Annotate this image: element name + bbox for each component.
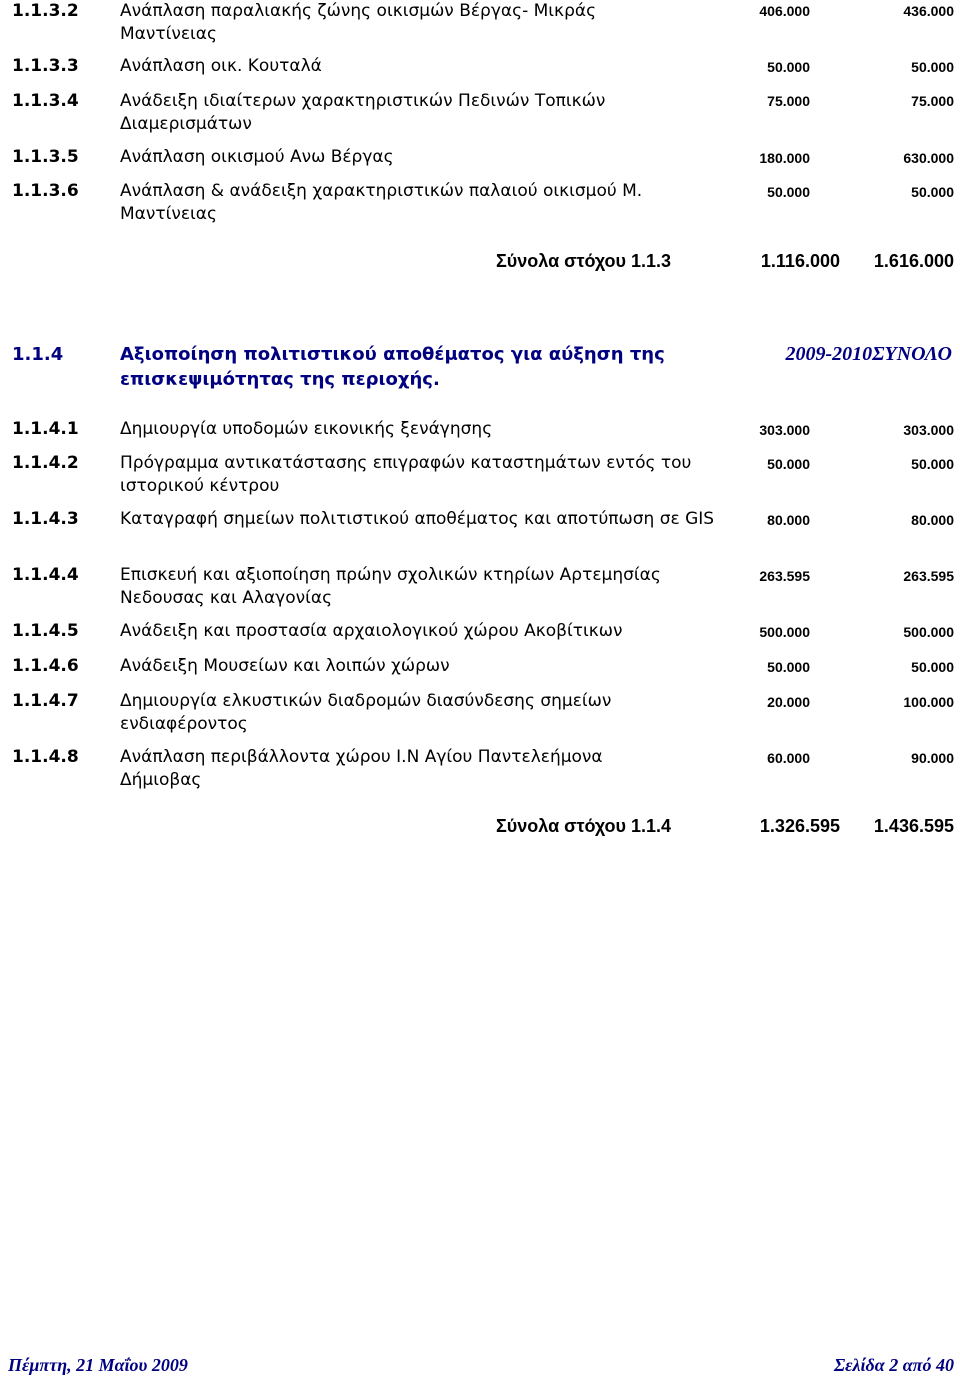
row-code: 1.1.3.4 <box>12 91 79 111</box>
row-code: 1.1.3.3 <box>12 56 79 76</box>
row-description: Ανάδειξη και προστασία αρχαιολογικού χώρου Ακοβίτικων <box>120 621 623 641</box>
row-value-1: 50.000 <box>767 59 810 75</box>
total-value-1: 1.116.000 <box>760 251 840 271</box>
row-value-2: 50.000 <box>911 184 954 200</box>
row-description: Ανάπλαση περιβάλλοντα χώρου Ι.Ν Αγίου Παντελεήμονα Δήμιοβας <box>120 747 603 790</box>
row-code: 1.1.3.5 <box>12 147 79 167</box>
row-description: Ανάπλαση & ανάδειξη χαρακτηριστικών παλαιού οικισμού Μ. Μαντίνειας <box>120 181 643 224</box>
row-value-2: 303.000 <box>903 422 954 438</box>
row-code: 1.1.4.1 <box>12 419 79 439</box>
row-value-1: 50.000 <box>767 659 810 675</box>
row-code: 1.1.4.6 <box>12 656 79 676</box>
row-value-2: 80.000 <box>911 512 954 528</box>
section-title: Αξιοποίηση πολιτιστικού αποθέματος για αύξηση της επισκεψιμότητας της περιοχής. <box>120 344 665 390</box>
total-label: Σύνολα στόχου 1.1.4 <box>496 816 672 836</box>
row-description: Καταγραφή σημείων πολιτιστικού αποθέματος και αποτύπωση σε GIS <box>120 509 715 529</box>
row-code: 1.1.4.4 <box>12 565 79 585</box>
row-code: 1.1.4.8 <box>12 747 79 767</box>
total-value-2: 1.616.000 <box>873 251 954 271</box>
row-value-2: 500.000 <box>903 624 954 640</box>
row-code: 1.1.4.3 <box>12 509 79 529</box>
row-value-2: 630.000 <box>903 150 954 166</box>
section-years-label: 2009-2010ΣΥΝΟΛΟ <box>785 343 952 365</box>
row-description: Ανάδειξη Μουσείων και λοιπών χώρων <box>120 656 450 676</box>
row-value-2: 50.000 <box>911 659 954 675</box>
row-description: Ανάπλαση οικ. Κουταλά <box>120 56 322 76</box>
row-code: 1.1.4.5 <box>12 621 79 641</box>
row-code: 1.1.3.6 <box>12 181 79 201</box>
row-value-1: 75.000 <box>767 93 810 109</box>
row-value-1: 20.000 <box>767 694 810 710</box>
row-description: Δημιουργία υποδομών εικονικής ξενάγησης <box>120 419 493 439</box>
row-description: Ανάπλαση οικισμού Ανω Βέργας <box>120 147 394 167</box>
row-value-1: 60.000 <box>767 750 810 766</box>
row-value-2: 263.595 <box>903 568 954 584</box>
section-code: 1.1.4 <box>12 344 64 365</box>
total-label: Σύνολα στόχου 1.1.3 <box>496 251 672 271</box>
row-description: Επισκευή και αξιοποίηση πρώην σχολικών κτηρίων Αρτεμησίας Νεδουσας και Αλαγονίας <box>120 565 661 608</box>
row-description: Ανάπλαση παραλιακής ζώνης οικισμών Βέργας- Μικράς Μαντίνειας <box>120 1 597 44</box>
row-value-1: 50.000 <box>767 456 810 472</box>
row-value-1: 80.000 <box>767 512 810 528</box>
row-value-1: 406.000 <box>759 3 810 19</box>
row-value-1: 180.000 <box>759 150 810 166</box>
row-value-2: 75.000 <box>911 93 954 109</box>
row-value-1: 263.595 <box>759 568 810 584</box>
row-code: 1.1.4.7 <box>12 691 79 711</box>
footer-page-number: Σελίδα 2 από 40 <box>834 1355 954 1375</box>
row-value-2: 436.000 <box>903 3 954 19</box>
row-value-2: 90.000 <box>911 750 954 766</box>
row-value-1: 50.000 <box>767 184 810 200</box>
row-code: 1.1.4.2 <box>12 453 79 473</box>
footer-date: Πέμπτη, 21 Μαΐου 2009 <box>8 1355 188 1375</box>
row-value-2: 50.000 <box>911 456 954 472</box>
row-description: Δημιουργία ελκυστικών διαδρομών διασύνδεσης σημείων ενδιαφέροντος <box>120 691 612 734</box>
row-code: 1.1.3.2 <box>12 1 79 21</box>
row-description: Ανάδειξη ιδιαίτερων χαρακτηριστικών Πεδινών Τοπικών Διαμερισμάτων <box>120 91 606 134</box>
total-value-2: 1.436.595 <box>873 816 954 836</box>
row-value-1: 303.000 <box>759 422 810 438</box>
row-description: Πρόγραμμα αντικατάστασης επιγραφών καταστημάτων εντός του ιστορικού κέντρου <box>120 453 692 496</box>
row-value-2: 100.000 <box>903 694 954 710</box>
row-value-2: 50.000 <box>911 59 954 75</box>
row-value-1: 500.000 <box>759 624 810 640</box>
total-value-1: 1.326.595 <box>759 816 840 836</box>
